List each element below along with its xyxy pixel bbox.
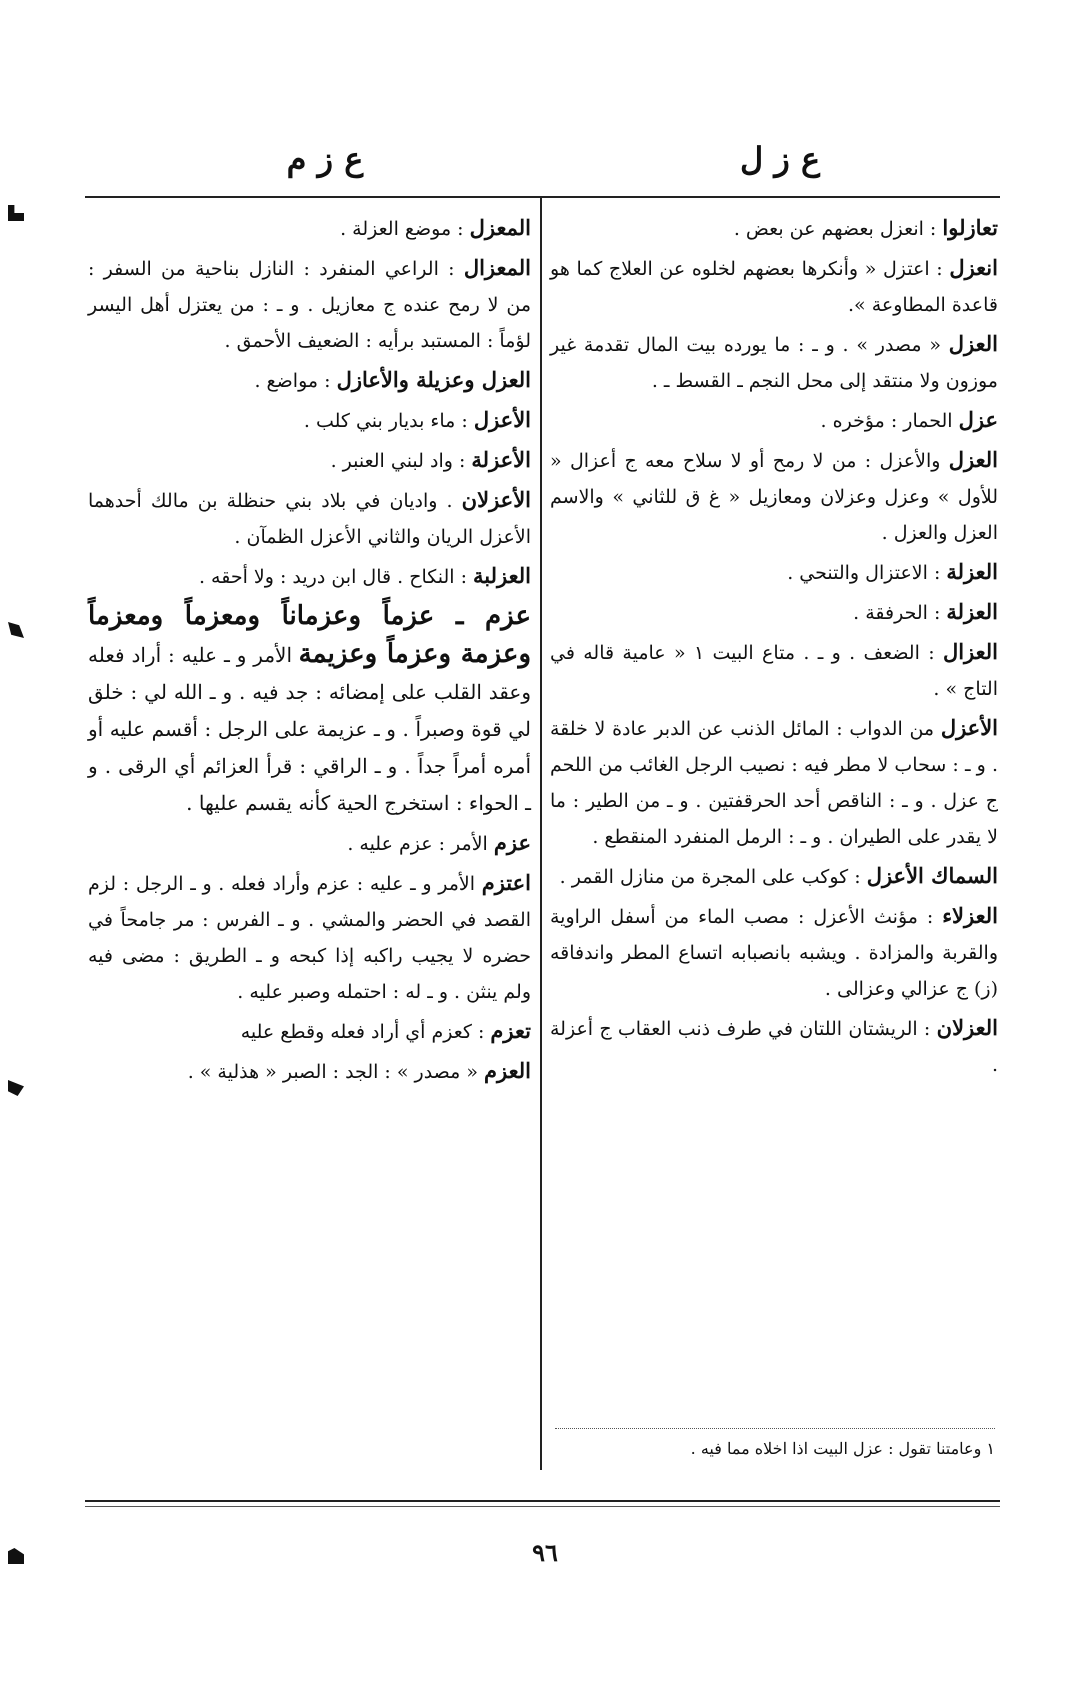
definition: : مواضع . xyxy=(254,370,331,392)
definition: « مصدر » : الجد : الصبر « هذلية » . xyxy=(187,1061,478,1083)
headword: العزل xyxy=(948,331,998,356)
entry xyxy=(88,825,531,862)
footnote-rule xyxy=(555,1428,995,1429)
root-header-left: ع ز م xyxy=(286,140,364,178)
headword: العزلة xyxy=(946,599,998,624)
definition: : واد لبني العنبر . xyxy=(330,450,466,472)
bottom-rule-thin xyxy=(85,1506,1000,1507)
definition: : النكاح . قال ابن دريد : ولا أحقه . xyxy=(198,566,467,588)
definition: من الدواب : المائل الذنب عن الدبر عادة لا خلقة . و ـ : سحاب لا مطر فيه : نصيب الرجل الغائب من اللحم ج عزل . و ـ : الناقص أحد الحرقفتين . و ـ من الطير : ما لا يقدر على الطيران . و ـ : الرمل المنفرد المنقطع . xyxy=(550,718,998,848)
definition: : الريشتان اللتان في طرف ذنب العقاب ج أعزلة . xyxy=(550,1018,998,1076)
entry xyxy=(88,1053,531,1090)
headword: عزم ـ عزماً وعزماناً ومعزماً ومعزماً وعزمة وعزماً وعزيمة xyxy=(88,601,531,669)
entry xyxy=(550,858,998,895)
headword: العزلان xyxy=(936,1015,998,1040)
headword: اعتزم xyxy=(481,870,532,895)
page-number: ٩٦ xyxy=(532,1538,558,1567)
definition: الأمر : عزم عليه . xyxy=(347,833,488,855)
entry xyxy=(550,442,998,551)
definition: : انعزل بعضهم عن بعض . xyxy=(733,218,937,240)
headword: العزلاء xyxy=(942,903,998,928)
headword: المعزال xyxy=(463,255,531,280)
headword: تعزم xyxy=(490,1018,531,1043)
entry xyxy=(88,482,531,555)
definition: : مؤنث الأعزل : مصب الماء من أسفل الراوية والقربة والمزادة . ويشبه بانصبابه اتساع المطر واندفاقه (ز) ج عزالي وعزالى . xyxy=(550,906,998,1000)
entry xyxy=(550,710,998,855)
right-column xyxy=(550,210,998,1086)
root-header-right: ع ز ل xyxy=(739,140,821,178)
definition: : كعزم أي أراد فعله وقطع عليه xyxy=(240,1021,485,1043)
definition: : الحرفقة . xyxy=(853,602,941,624)
definition: الحمار : مؤخره . xyxy=(820,410,953,432)
definition: : ماء بديار بني كلب . xyxy=(303,410,468,432)
headword: السماك الأعزل xyxy=(866,863,998,888)
definition: الأمر و ـ عليه : عزم وأراد فعله . و ـ الرجل : لزم القصد في الحضر والمشي . و ـ الفرس : مر جامحاً في حضره لا يجيب راكبه إذا كبحه و ـ الطريق : مضى فيه ولم ينثن . و ـ له : احتمله وصبر عليه . xyxy=(88,873,531,1003)
headword: الأعزل xyxy=(940,715,999,740)
entry xyxy=(88,362,531,399)
headword: العزم xyxy=(484,1058,531,1083)
entry xyxy=(88,558,531,595)
entry xyxy=(550,898,998,1007)
entry xyxy=(88,442,531,479)
entry xyxy=(550,210,998,247)
entry xyxy=(550,634,998,707)
entry xyxy=(550,402,998,439)
entry xyxy=(550,250,998,323)
definition: . واديان في بلاد بني حنظلة بن مالك أحدهما الأعزل الريان والثاني الأعزل الظمآن . xyxy=(88,490,531,548)
definition: : موضع العزلة . xyxy=(340,218,464,240)
entry xyxy=(550,1010,998,1083)
entry xyxy=(550,594,998,631)
headword: انعزل xyxy=(949,255,998,280)
scan-mark-icon xyxy=(8,205,24,221)
headword: تعازلوا xyxy=(942,215,998,240)
headword: الأعزلان xyxy=(461,487,531,512)
definition: : اعتزل « وأنكرها بعضهم لخلوه عن العلاج كما هو قاعدة المطاوعة ». xyxy=(550,258,998,316)
headword: العزل xyxy=(948,447,999,472)
headword: العزلة xyxy=(946,559,998,584)
definition: : كوكب على المجرة من منازل القمر . xyxy=(559,866,861,888)
headword: المعزل xyxy=(469,215,531,240)
scan-mark-icon xyxy=(8,1080,24,1096)
definition: الأمر و ـ عليه : أراد فعله وعقد القلب على إمضائه : جد فيه . و ـ الله لي : خلق لي قوة وصبراً . و ـ عزيمة على الرجل : أقسم عليه أو أمره أمراً جداً . و ـ الراقي : قرأ العزائم أي الرقى . و ـ الحواء : استخرج الحية كأنه يقسم عليها . xyxy=(88,643,531,815)
entry xyxy=(88,402,531,439)
headword: العزال xyxy=(942,639,998,664)
footnote: ١ وعامتنا تقول : عزل البيت اذا اخلاه مما فيه . xyxy=(690,1439,995,1458)
headword: عزم xyxy=(493,830,531,855)
definition: « مصدر » . و ـ : ما يورده بيت المال تقدمة غير موزون ولا منتقد إلى محل النجم ـ القسط ـ . xyxy=(550,334,998,392)
top-rule xyxy=(85,196,1000,198)
definition: : الضعف . و ـ . متاع البيت ١ « عامية قاله في التاج » . xyxy=(550,642,998,700)
left-column xyxy=(88,210,531,1093)
definition: والأعزل : من لا رمح أو لا سلاح معه ج أعزال « للأول » وعزل وعزلان ومعازيل « غ ق للثاني » والاسم العزل والعزل . xyxy=(550,450,998,544)
scan-mark-icon xyxy=(8,1548,24,1564)
entry xyxy=(550,326,998,399)
definition: : الراعي المنفرد : النازل بناحية من السفر : من لا رمح عنده ج معازيل . و ـ : من يعتزل أهل اليسر لؤماً : المستبد برأيه : الضعيف الأحمق . xyxy=(88,258,531,352)
entry xyxy=(88,598,531,822)
headword: العزلبة xyxy=(473,563,531,588)
scan-mark-icon xyxy=(8,622,24,638)
entry xyxy=(550,554,998,591)
headword: الأعزل xyxy=(473,407,531,432)
definition: : الاعتزال والتنحي . xyxy=(787,562,941,584)
headword: الأعزلة xyxy=(471,447,531,472)
column-divider xyxy=(540,198,542,1470)
bottom-rule xyxy=(85,1500,1000,1502)
entry xyxy=(88,250,531,359)
headword: عزل xyxy=(958,407,998,432)
entry xyxy=(88,865,531,1010)
entry xyxy=(88,1013,531,1050)
headword: العزل وعزيلة والأعازل xyxy=(336,367,531,392)
entry xyxy=(88,210,531,247)
